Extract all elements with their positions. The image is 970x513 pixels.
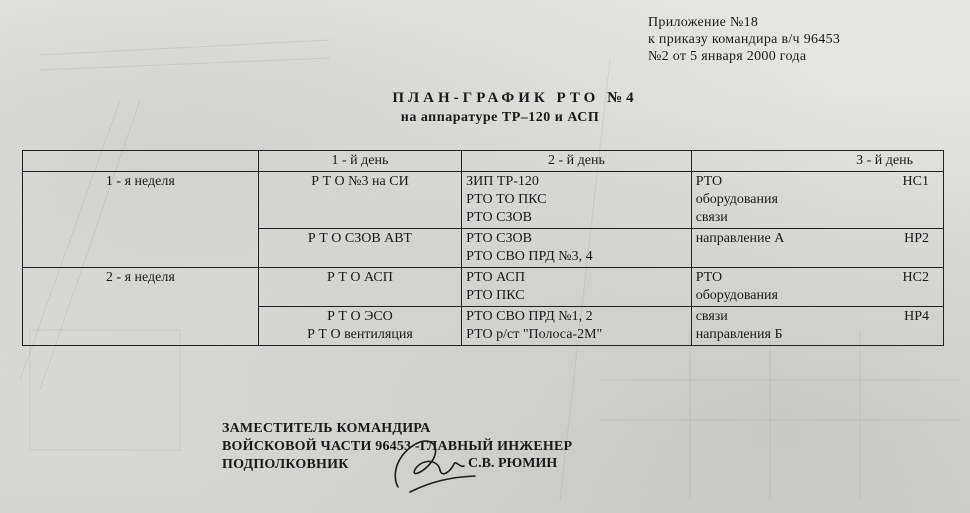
day2-cell	[462, 229, 692, 268]
cell-line: РТО р/ст "Полоса-2М"	[466, 327, 603, 342]
cell-line: Р Т О ЭСО	[327, 309, 393, 324]
handwritten-signature-icon	[380, 432, 480, 502]
header-week	[23, 151, 259, 172]
table-row	[23, 268, 944, 307]
day1-cell	[258, 229, 461, 268]
approval-stamp	[648, 14, 948, 65]
approval-line: к приказу командира в/ч 96453	[648, 32, 841, 47]
header-day-1: 1 - й день	[258, 151, 461, 172]
header-day-2: 2 - й день	[462, 151, 692, 172]
day2-cell	[462, 172, 692, 229]
signer-name: С.В. РЮМИН	[468, 456, 558, 471]
direction-code: НР2	[904, 231, 929, 246]
direction-code: НС2	[902, 270, 929, 285]
cell-line: РТО	[695, 270, 723, 285]
cell-line: Р Т О №3 на СИ	[311, 174, 409, 189]
approval-line: Приложение №18	[648, 15, 759, 30]
signature-line: ПОДПОЛКОВНИК	[222, 457, 349, 472]
day3-cell	[691, 307, 943, 346]
cell-line: РТО	[695, 174, 723, 189]
day1-cell	[258, 268, 461, 307]
cell-line: направления Б	[695, 327, 783, 342]
cell-line: РТО СВО ПРД №3, 4	[466, 249, 593, 264]
cell-line: РТО СЗОВ	[466, 231, 532, 246]
table-row	[23, 172, 944, 229]
week-label: 1 - я неделя	[23, 172, 259, 268]
day3-cell	[691, 229, 943, 268]
day1-cell	[258, 172, 461, 229]
cell-line: Р Т О вентиляция	[307, 327, 413, 342]
signature-line: ЗАМЕСТИТЕЛЬ КОМАНДИРА	[222, 421, 431, 436]
approval-line: №2 от 5 января 2000 года	[648, 49, 807, 64]
cell-line: РТО АСП	[466, 270, 525, 285]
cell-line: Р Т О АСП	[327, 270, 393, 285]
table-header-row	[23, 151, 944, 172]
day3-cell	[691, 172, 943, 229]
week-label: 2 - я неделя	[23, 268, 259, 346]
signature-line: ВОЙСКОВОЙ ЧАСТИ 96453 -ГЛАВНЫЙ ИНЖЕНЕР	[222, 439, 573, 454]
cell-line: РТО СВО ПРД №1, 2	[466, 309, 593, 324]
cell-line: оборудования	[695, 288, 778, 303]
direction-code: НР4	[904, 309, 929, 324]
day2-cell	[462, 268, 692, 307]
cell-line: РТО ТО ПКС	[466, 192, 547, 207]
document-subtitle: на аппаратуре ТР–120 и АСП	[400, 110, 600, 125]
cell-line: направление А	[695, 231, 785, 246]
cell-line: ЗИП ТР-120	[466, 174, 539, 189]
cell-line: РТО СЗОВ	[466, 210, 532, 225]
day2-cell	[462, 307, 692, 346]
cell-line: связи	[695, 210, 728, 225]
cell-line: РТО ПКС	[466, 288, 525, 303]
cell-line: оборудования	[695, 192, 778, 207]
schedule-table	[22, 150, 944, 346]
day3-cell	[691, 268, 943, 307]
document-title: ПЛАН-ГРАФИК РТО №4	[392, 90, 638, 106]
cell-line: связи	[695, 309, 728, 324]
header-day-3: 3 - й день	[691, 151, 943, 172]
cell-line: Р Т О СЗОВ АВТ	[307, 231, 412, 246]
day1-cell	[258, 307, 461, 346]
direction-code: НС1	[902, 174, 929, 189]
